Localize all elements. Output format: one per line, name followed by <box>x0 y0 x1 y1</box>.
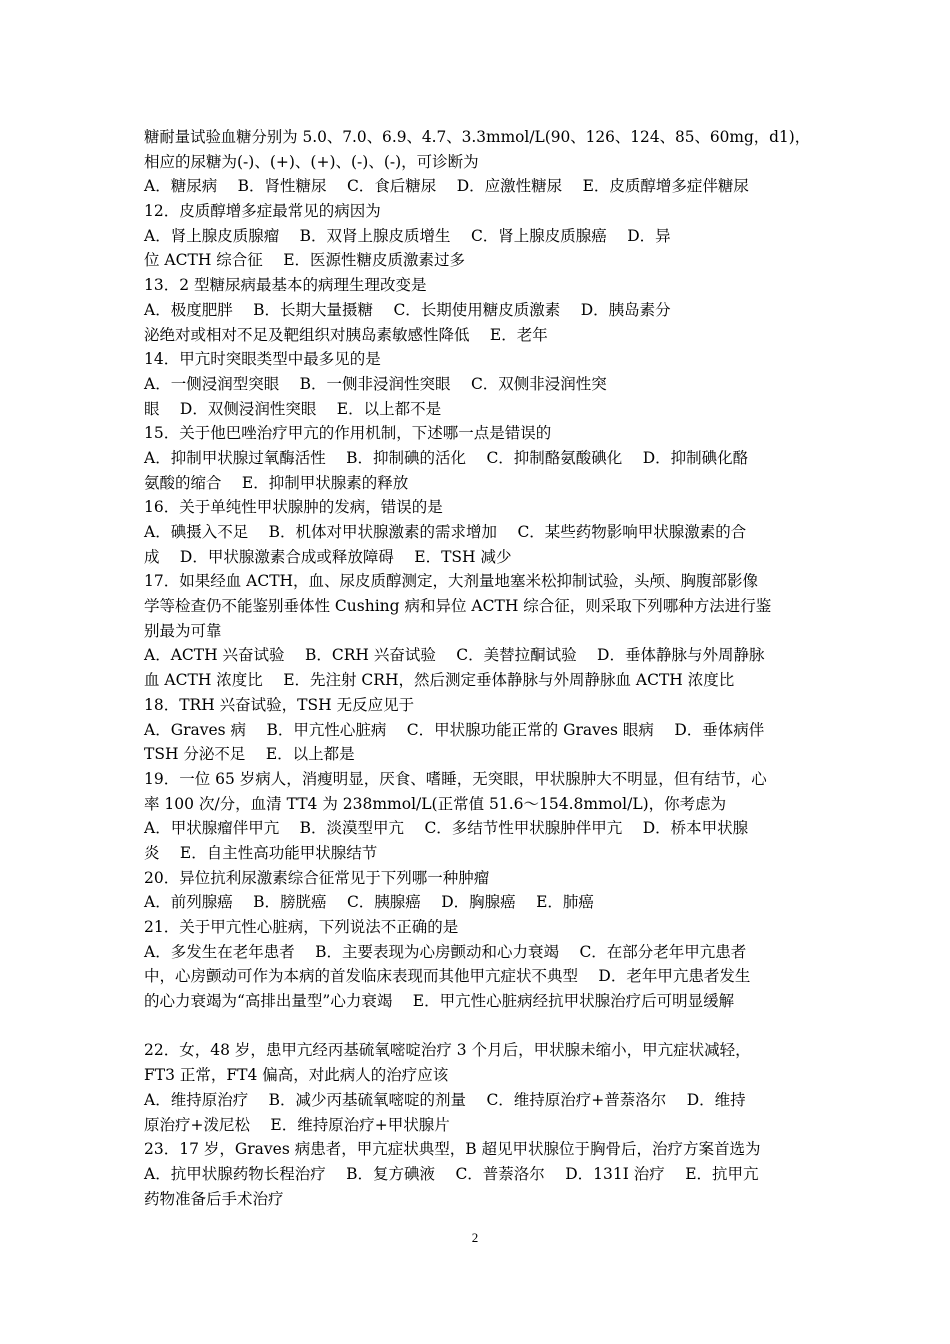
text-line: A．维持原治疗 B．减少丙基硫氧嘧啶的剂量 C．维持原治疗+普萘洛尔 D．维持 <box>144 1090 746 1109</box>
text-line: 相应的尿糖为(-)、(+)、(+)、(-)、(-)，可诊断为 <box>144 152 479 171</box>
text-line: 12．皮质醇增多症最常见的病因为 <box>144 202 381 221</box>
text-line: 16．关于单纯性甲状腺肿的发病，错误的是 <box>144 498 443 517</box>
text-line: 别最为可靠 <box>144 621 222 640</box>
text-line: 23．17 岁，Graves 病患者，甲亢症状典型，B 超见甲状腺位于胸骨后，治疗方案首选为 <box>144 1140 761 1159</box>
text-line: 15．关于他巴唑治疗甲亢的作用机制，下述哪一点是错误的 <box>144 424 552 443</box>
text-line: 21．关于甲亢性心脏病，下列说法不正确的是 <box>144 918 459 936</box>
blank-line <box>144 1014 810 1039</box>
text-line: A．一侧浸润型突眼 B．一侧非浸润性突眼 C．双侧非浸润性突 <box>144 374 607 393</box>
text-line: 13．2 型糖尿病最基本的病理生理改变是 <box>144 276 427 295</box>
text-line: 18．TRH 兴奋试验，TSH 无反应见于 <box>144 695 415 714</box>
text-line: 22．女，48 岁，患甲亢经丙基硫氧嘧啶治疗 3 个月后，甲状腺未缩小，甲亢症状减轻， <box>144 1041 751 1060</box>
text-line: 眼 D．双侧浸润性突眼 E．以上都不是 <box>144 399 442 418</box>
text-line: 20．异位抗利尿激素综合征常见于下列哪一种肿瘤 <box>144 868 490 887</box>
text-line: 学等检查仍不能鉴别垂体性 Cushing 病和异位 ACTH 综合征，则采取下列哪种方法进行鉴 <box>144 597 772 616</box>
text-line: A．肾上腺皮质腺瘤 B．双肾上腺皮质增生 C．肾上腺皮质腺癌 D．异 <box>144 226 671 245</box>
text-line: A．糖尿病 B．肾性糖尿 C．食后糖尿 D．应激性糖尿 E．皮质醇增多症伴糖尿 <box>144 177 749 196</box>
text-line: A．极度肥胖 B．长期大量摄糖 C．长期使用糖皮质激素 D．胰岛素分 <box>144 300 671 319</box>
text-line: 原治疗+泼尼松 E．维持原治疗+甲状腺片 <box>144 1115 450 1134</box>
text-line: 氨酸的缩合 E．抑制甲状腺素的释放 <box>144 473 409 492</box>
text-line: A．多发生在老年患者 B．主要表现为心房颤动和心力衰竭 C．在部分老年甲亢患者 <box>144 942 747 961</box>
text-line: 炎 E．自主性高功能甲状腺结节 <box>144 843 378 862</box>
text-line: A．前列腺癌 B．膀胱癌 C．胰腺癌 D．胸腺癌 E．肺癌 <box>144 893 594 912</box>
text-line: 位 ACTH 综合征 E．医源性糖皮质激素过多 <box>144 251 466 270</box>
page-number: 2 <box>471 1230 479 1245</box>
text-line: 糖耐量试验血糖分别为 5.0、7.0、6.9、4.7、3.3mmol/L(90、126、124、85、60mg，d1)， <box>144 128 811 146</box>
text-line: 泌绝对或相对不足及靶组织对胰岛素敏感性降低 E．老年 <box>144 325 548 344</box>
text-line: 19．一位 65 岁病人，消瘦明显，厌食、嗜睡，无突眼，甲状腺肿大不明显，但有结节，心 <box>144 769 767 788</box>
text-line: 14．甲亢时突眼类型中最多见的是 <box>144 350 381 369</box>
text-line: A．甲状腺瘤伴甲亢 B．淡漠型甲亢 C．多结节性甲状腺肿伴甲亢 D．桥本甲状腺 <box>144 819 749 838</box>
text-line: 药物准备后手术治疗 <box>144 1189 284 1208</box>
text-line: A．Graves 病 B．甲亢性心脏病 C．甲状腺功能正常的 Graves 眼病 D．垂体病伴 <box>144 720 765 739</box>
text-line: 成 D．甲状腺激素合成或释放障碍 E．TSH 减少 <box>144 547 512 566</box>
text-line: 中，心房颤动可作为本病的首发临床表现而其他甲亢症状不典型 D．老年甲亢患者发生 <box>144 967 751 986</box>
text-line: FT3 正常，FT4 偏高，对此病人的治疗应该 <box>144 1066 449 1085</box>
text-line: TSH 分泌不足 E．以上都是 <box>144 745 355 764</box>
text-line: A．抗甲状腺药物长程治疗 B．复方碘液 C．普萘洛尔 D．131I 治疗 E．抗甲亢 <box>144 1164 759 1183</box>
text-line: 17．如果经血 ACTH，血、尿皮质醇测定，大剂量地塞米松抑制试验，头颅、胸腹部影像 <box>144 572 759 591</box>
text-line: 血 ACTH 浓度比 E．先注射 CRH，然后测定垂体静脉与外周静脉血 ACTH 浓度比 <box>144 671 735 690</box>
text-line: 率 100 次/分，血清 TT4 为 238mmol/L(正常值 51.6～154.8mmol/L)，你考虑为 <box>144 794 727 813</box>
text-line: A．抑制甲状腺过氧酶活性 B．抑制碘的活化 C．抑制酪氨酸碘化 D．抑制碘化酪 <box>144 448 749 467</box>
text-line: 的心力衰竭为“高排出量型”心力衰竭 E．甲亢性心脏病经抗甲状腺治疗后可明显缓解 <box>144 992 735 1011</box>
text-line: A．碘摄入不足 B．机体对甲状腺激素的需求增加 C．某些药物影响甲状腺激素的合 <box>144 523 747 541</box>
text-line: A．ACTH 兴奋试验 B．CRH 兴奋试验 C．美替拉酮试验 D．垂体静脉与外周静脉 <box>144 646 765 665</box>
question-text-body <box>144 125 810 1211</box>
